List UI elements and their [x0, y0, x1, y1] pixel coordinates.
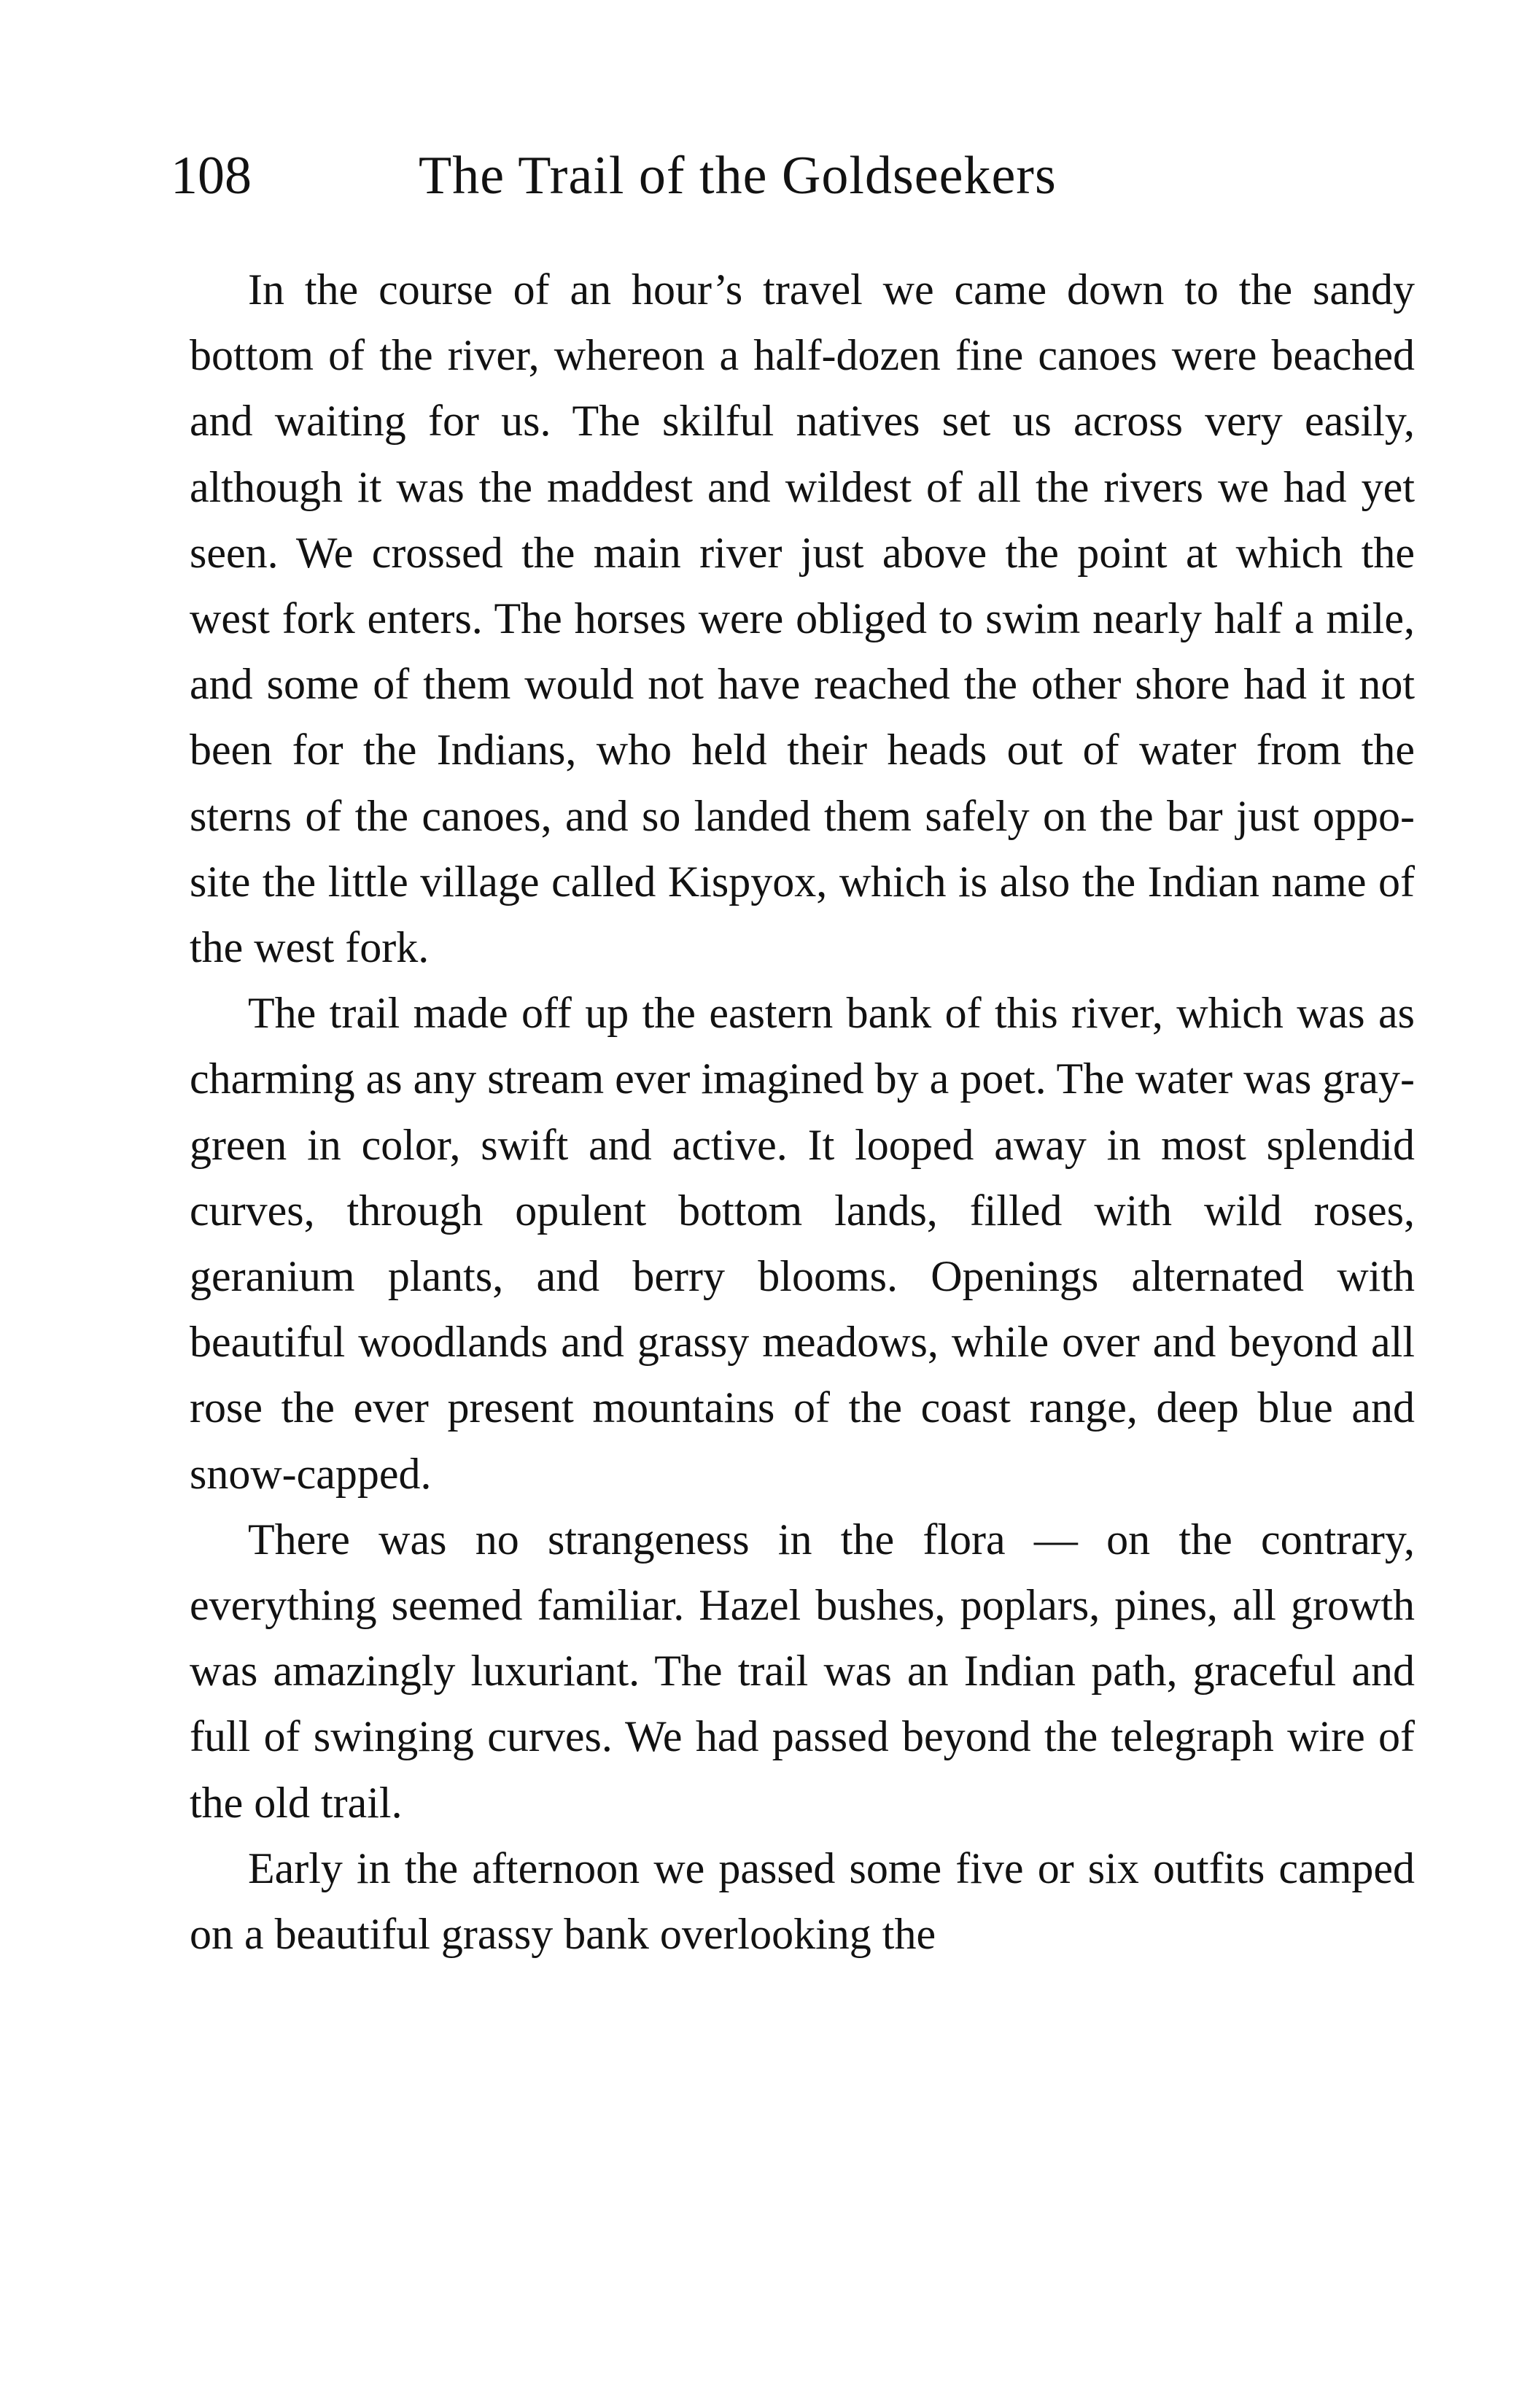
- body-text: [190, 257, 1415, 1967]
- paragraph-2: The trail made off up the eastern bank of this river, which was as charming as any stream ever imagined by a poet. The water was gray-green in color, swift and active. It looped away in most splendid curves, through opulent bottom lands, filled with wild roses, geranium plants, and berry blooms. Openings alternated with beautiful woodlands and grassy meadows, while over and beyond all rose the ever present mountains of the coast range, deep blue and snow-capped.: [190, 989, 1415, 1498]
- page-header: [171, 143, 1425, 209]
- paragraph-3: There was no strangeness in the flora — on the contrary, everything seemed familiar. Hazel bushes, poplars, pines, all growth was amazingly luxuriant. The trail was an Indian path, graceful and full of swinging curves. We had passed beyond the telegraph wire of the old trail.: [190, 1515, 1415, 1827]
- page-number: 108: [171, 146, 252, 206]
- running-title: The Trail of the Goldseekers: [419, 146, 1057, 206]
- paragraph-1: In the course of an hour’s travel we came down to the sandy bottom of the river, whereon a half-dozen fine canoes were beached and waiting for us. The skilful natives set us across very easily, although it was the maddest and wildest of all the rivers we had yet seen. We crossed the main river just above the point at which the west fork enters. The horses were obliged to swim nearly half a mile, and some of them would not have reached the other shore had it not been for the Indians, who held their heads out of water from the sterns of the canoes, and so landed them safely on the bar just opposite the little village called Kispyox, which is also the Indian name of the west fork.: [190, 265, 1415, 972]
- paragraph-4: Early in the afternoon we passed some five or six outfits camped on a beautiful grassy bank overlooking the: [190, 1844, 1415, 1959]
